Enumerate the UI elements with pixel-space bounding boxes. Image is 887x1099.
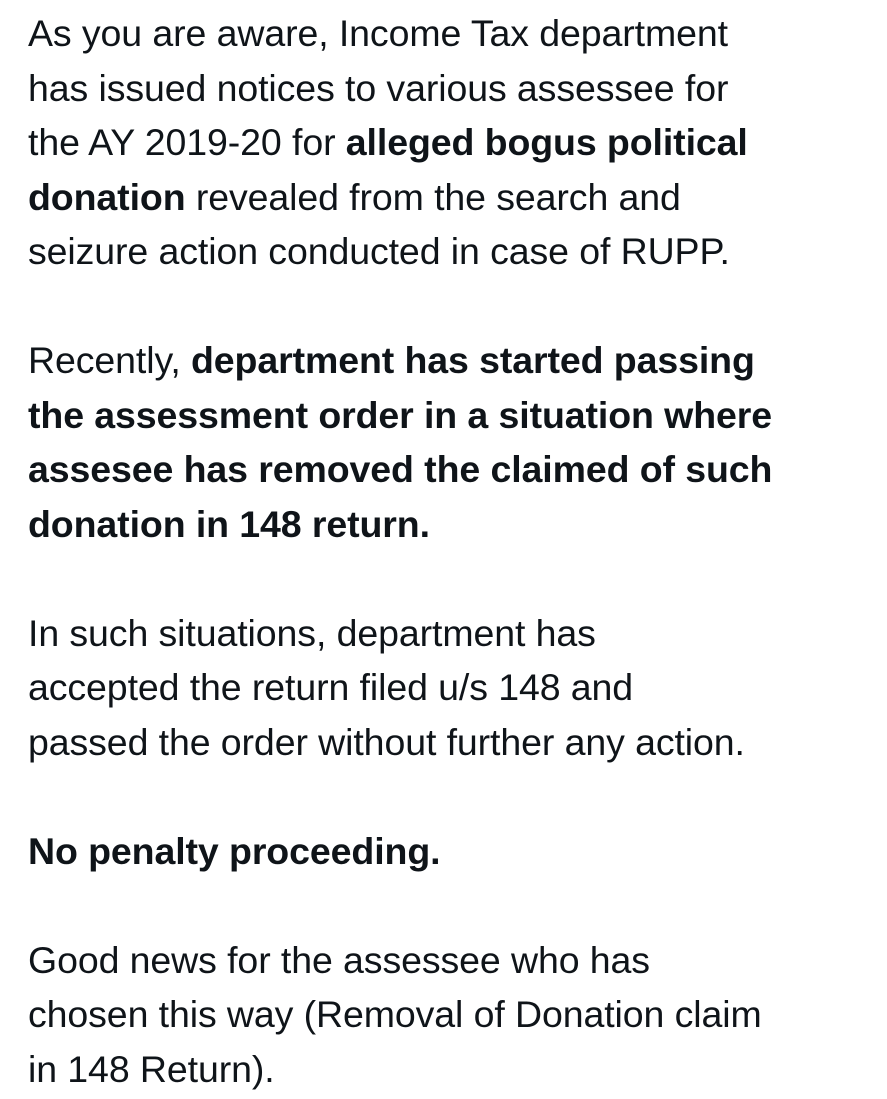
bold-text-segment: donation bbox=[28, 175, 186, 218]
paragraph-situations bbox=[28, 606, 873, 770]
bold-text-line: assesee has removed the claimed of such bbox=[28, 448, 773, 490]
text-line: As you are aware, Income Tax department bbox=[28, 12, 728, 54]
text-line: accepted the return filed u/s 148 and bbox=[28, 666, 634, 708]
paragraph-notices bbox=[28, 6, 873, 279]
bold-text-segment: department has started passing bbox=[190, 339, 755, 381]
bold-text-line: donation in 148 return. bbox=[28, 502, 430, 545]
text-line: has issued notices to various assessee for bbox=[28, 66, 729, 109]
text-line: in 148 Return). bbox=[28, 1047, 275, 1090]
text-line: seizure action conducted in case of RUPP. bbox=[28, 230, 730, 272]
text-line bbox=[28, 333, 873, 388]
text-line: passed the order without further any action. bbox=[28, 720, 745, 763]
paragraph-good-news bbox=[28, 933, 873, 1097]
text-line bbox=[28, 170, 873, 225]
text-segment: Recently, bbox=[28, 339, 191, 381]
post-text bbox=[28, 6, 873, 1096]
text-line: chosen this way (Removal of Donation claim bbox=[28, 993, 762, 1035]
text-line bbox=[28, 115, 873, 170]
bold-text-line: the assessment order in a situation where bbox=[28, 393, 773, 436]
text-segment: revealed from the search and bbox=[185, 175, 681, 218]
paragraph-assessment-order bbox=[28, 333, 873, 551]
text-segment: the AY 2019-20 for bbox=[28, 121, 346, 163]
text-line: Good news for the assessee who has bbox=[28, 938, 650, 981]
bold-text-line: No penalty proceeding. bbox=[28, 829, 441, 872]
text-line: In such situations, department has bbox=[28, 611, 596, 654]
paragraph-no-penalty bbox=[28, 824, 873, 879]
bold-text-segment: alleged bogus political bbox=[345, 121, 748, 163]
